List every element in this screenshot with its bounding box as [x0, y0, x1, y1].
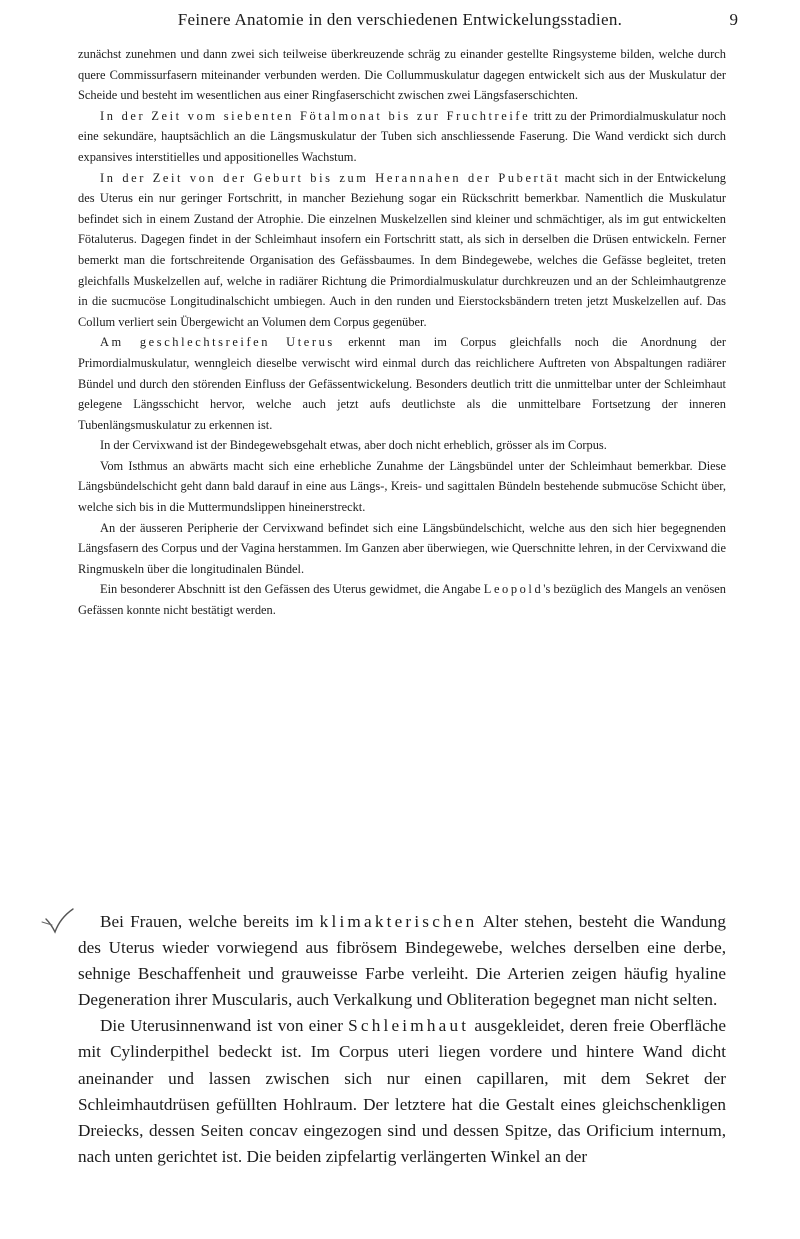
- paragraph-text: In der Cervixwand ist der Bindegewebsgehalt etwas, aber doch nicht erheblich, grösser als im Corpus.: [100, 438, 607, 453]
- paragraph: [78, 44, 726, 106]
- paragraph-text: Vom Isthmus an abwärts macht sich eine erhebliche Zunahme der Längsbündel unter der Schleimhaut bemerkbar. Diese Längsbündelschicht geht dann bald darauf in eine aus Längs-, Kreis- und sagittalen Bündeln bestehende submucöse Schicht über, welche sich bis in die Muttermundslippen hineinerstreckt.: [78, 458, 726, 515]
- page-number: 9: [729, 10, 738, 29]
- handwritten-check-mark: [40, 905, 76, 937]
- author-name: Leopold: [483, 582, 544, 597]
- paragraph: [78, 1013, 726, 1170]
- spaced-phrase: In der Zeit von der Geburt bis zum Herannahen der Pubertät: [100, 170, 561, 185]
- main-text-section: [78, 909, 726, 1170]
- small-print-section: [78, 44, 726, 621]
- spaced-phrase: klimakterischen: [319, 912, 478, 931]
- spaced-phrase: Schleimhaut: [348, 1016, 470, 1036]
- running-title: Feinere Anatomie in den verschiedenen Entwickelungsstadien.: [177, 10, 623, 29]
- paragraph-text: tritt zu der Primordialmuskulatur noch eine sekundäre, hauptsächlich an die Längsmuskulatur der Tuben sich anschliessende Faserung. Die Wand verdickt sich durch expansives interstitielles und appositionelles Wachstum.: [78, 108, 726, 164]
- paragraph: [78, 518, 726, 580]
- paragraph: [78, 435, 726, 456]
- paragraph-text: Die Uterusinnenwand ist von einer: [100, 1016, 349, 1036]
- paragraph-text: zunächst zunehmen und dann zwei sich teilweise überkreuzende schräg zu einander gestellte Ringsysteme bilden, welche durch quere Commissurfasern miteinander verbunden werden. Die Collummuskulatur dagegen entwickelt sich aus der Muskulatur der Scheide und besteht im wesentlichen aus einer Ringfaserschicht zwischen zwei Längsfaserschichten.: [78, 47, 726, 103]
- spaced-phrase: Am geschlechtsreifen Uterus: [100, 335, 335, 350]
- paragraph: [78, 332, 726, 435]
- paragraph: [78, 579, 726, 620]
- paragraph-text: macht sich in der Entwickelung des Uterus ein nur geringer Fortschritt, in mancher Beziehung sogar ein Rückschritt bemerkbar. Namentlich die Muskulatur befindet sich in einem Zustand der Atrophie. Die einzelnen Muskelzellen sind kleiner und schmächtiger, als im gut entwickelten Fötaluterus. Dagegen findet in der Schleimhaut insofern ein Fortschritt statt, als sich in derselben die Drüsen entwickeln. Ferner bemerkt man die fortschreitende Organisation des Gefässbaumes. In dem Bindegewebe, welches die Gefässe begleitet, treten gleichfalls Muskelzellen auf, welche in radiärer Richtung die Primordialmuskulatur durchkreuzen und an der Schleimhautgrenze in die sucmucöse Longitudinalschicht umbiegen. Auch in den runden und Eierstocksbändern treten jetzt Muskelzellen auf. Das Collum verliert sein Übergewicht an Volumen dem Corpus gegenüber.: [78, 170, 726, 329]
- paragraph: [78, 106, 726, 168]
- paragraph-text: Ein besonderer Abschnitt ist den Gefässen des Uterus gewidmet, die Angabe: [100, 582, 484, 597]
- paragraph-text: 's bezüglich des Mangels an venösen Gefässen konnte nicht bestätigt werden.: [78, 582, 726, 618]
- paragraph-text: Bei Frauen, welche bereits im: [100, 912, 320, 931]
- paragraph-text: ausgekleidet, deren freie Oberfläche mit Cylinderpithel bedeckt ist. Im Corpus uteri liegen vordere und hintere Wand dicht aneinander und lassen zwischen sich nur einen capillaren, mit dem Sekret der Schleimhautdrüsen gefüllten Hohlraum. Der letztere hat die Gestalt eines gleichschenkligen Dreiecks, dessen Seiten concav eingezogen sind und dessen Spitze, das Orificium internum, nach unten gerichtet ist. Die beiden zipfelartig verlängerten Winkel an der: [78, 1016, 726, 1166]
- paragraph-text: Alter stehen, besteht die Wandung des Uterus wieder vorwiegend aus fibrösem Bindegewebe, welches derselben eine derbe, sehnige Beschaffenheit und grauweisse Farbe verleiht. Die Arterien zeigen häufig hyaline Degeneration ihrer Muscularis, auch Verkalkung und Obliteration begegnet man nicht selten.: [78, 912, 726, 1010]
- paragraph-text: An der äusseren Peripherie der Cervixwand befindet sich eine Längsbündelschicht, welche aus den sich hier begegnenden Längsfasern des Corpus und der Vagina herstammen. Im Ganzen aber überwiegen, wie Querschnitte lehren, in der Cervixwand die Ringmuskeln über die longitudinalen Bündel.: [78, 520, 726, 576]
- paragraph: [78, 909, 726, 1013]
- running-head: [70, 10, 738, 34]
- paragraph: [78, 168, 726, 333]
- spaced-phrase: In der Zeit vom siebenten Fötalmonat bis zur Fruchtreife: [100, 108, 531, 123]
- paragraph: [78, 456, 726, 518]
- paragraph-text: erkennt man im Corpus gleichfalls noch die Anordnung der Primordialmuskulatur, wenngleich dieselbe verwischt wird einmal durch das reichlichere Auftreten von Abspaltungen radiärer Bündel und durch den störenden Einfluss der Gefässentwickelung. Besonders deutlich tritt die unmittelbar unter der Schleimhaut gelegene Längsschicht hervor, welche auch jetzt aufs deutlichste als die unmittelbare Fortsetzung der inneren Tubenlängsmuskulatur zu erkennen ist.: [78, 335, 726, 432]
